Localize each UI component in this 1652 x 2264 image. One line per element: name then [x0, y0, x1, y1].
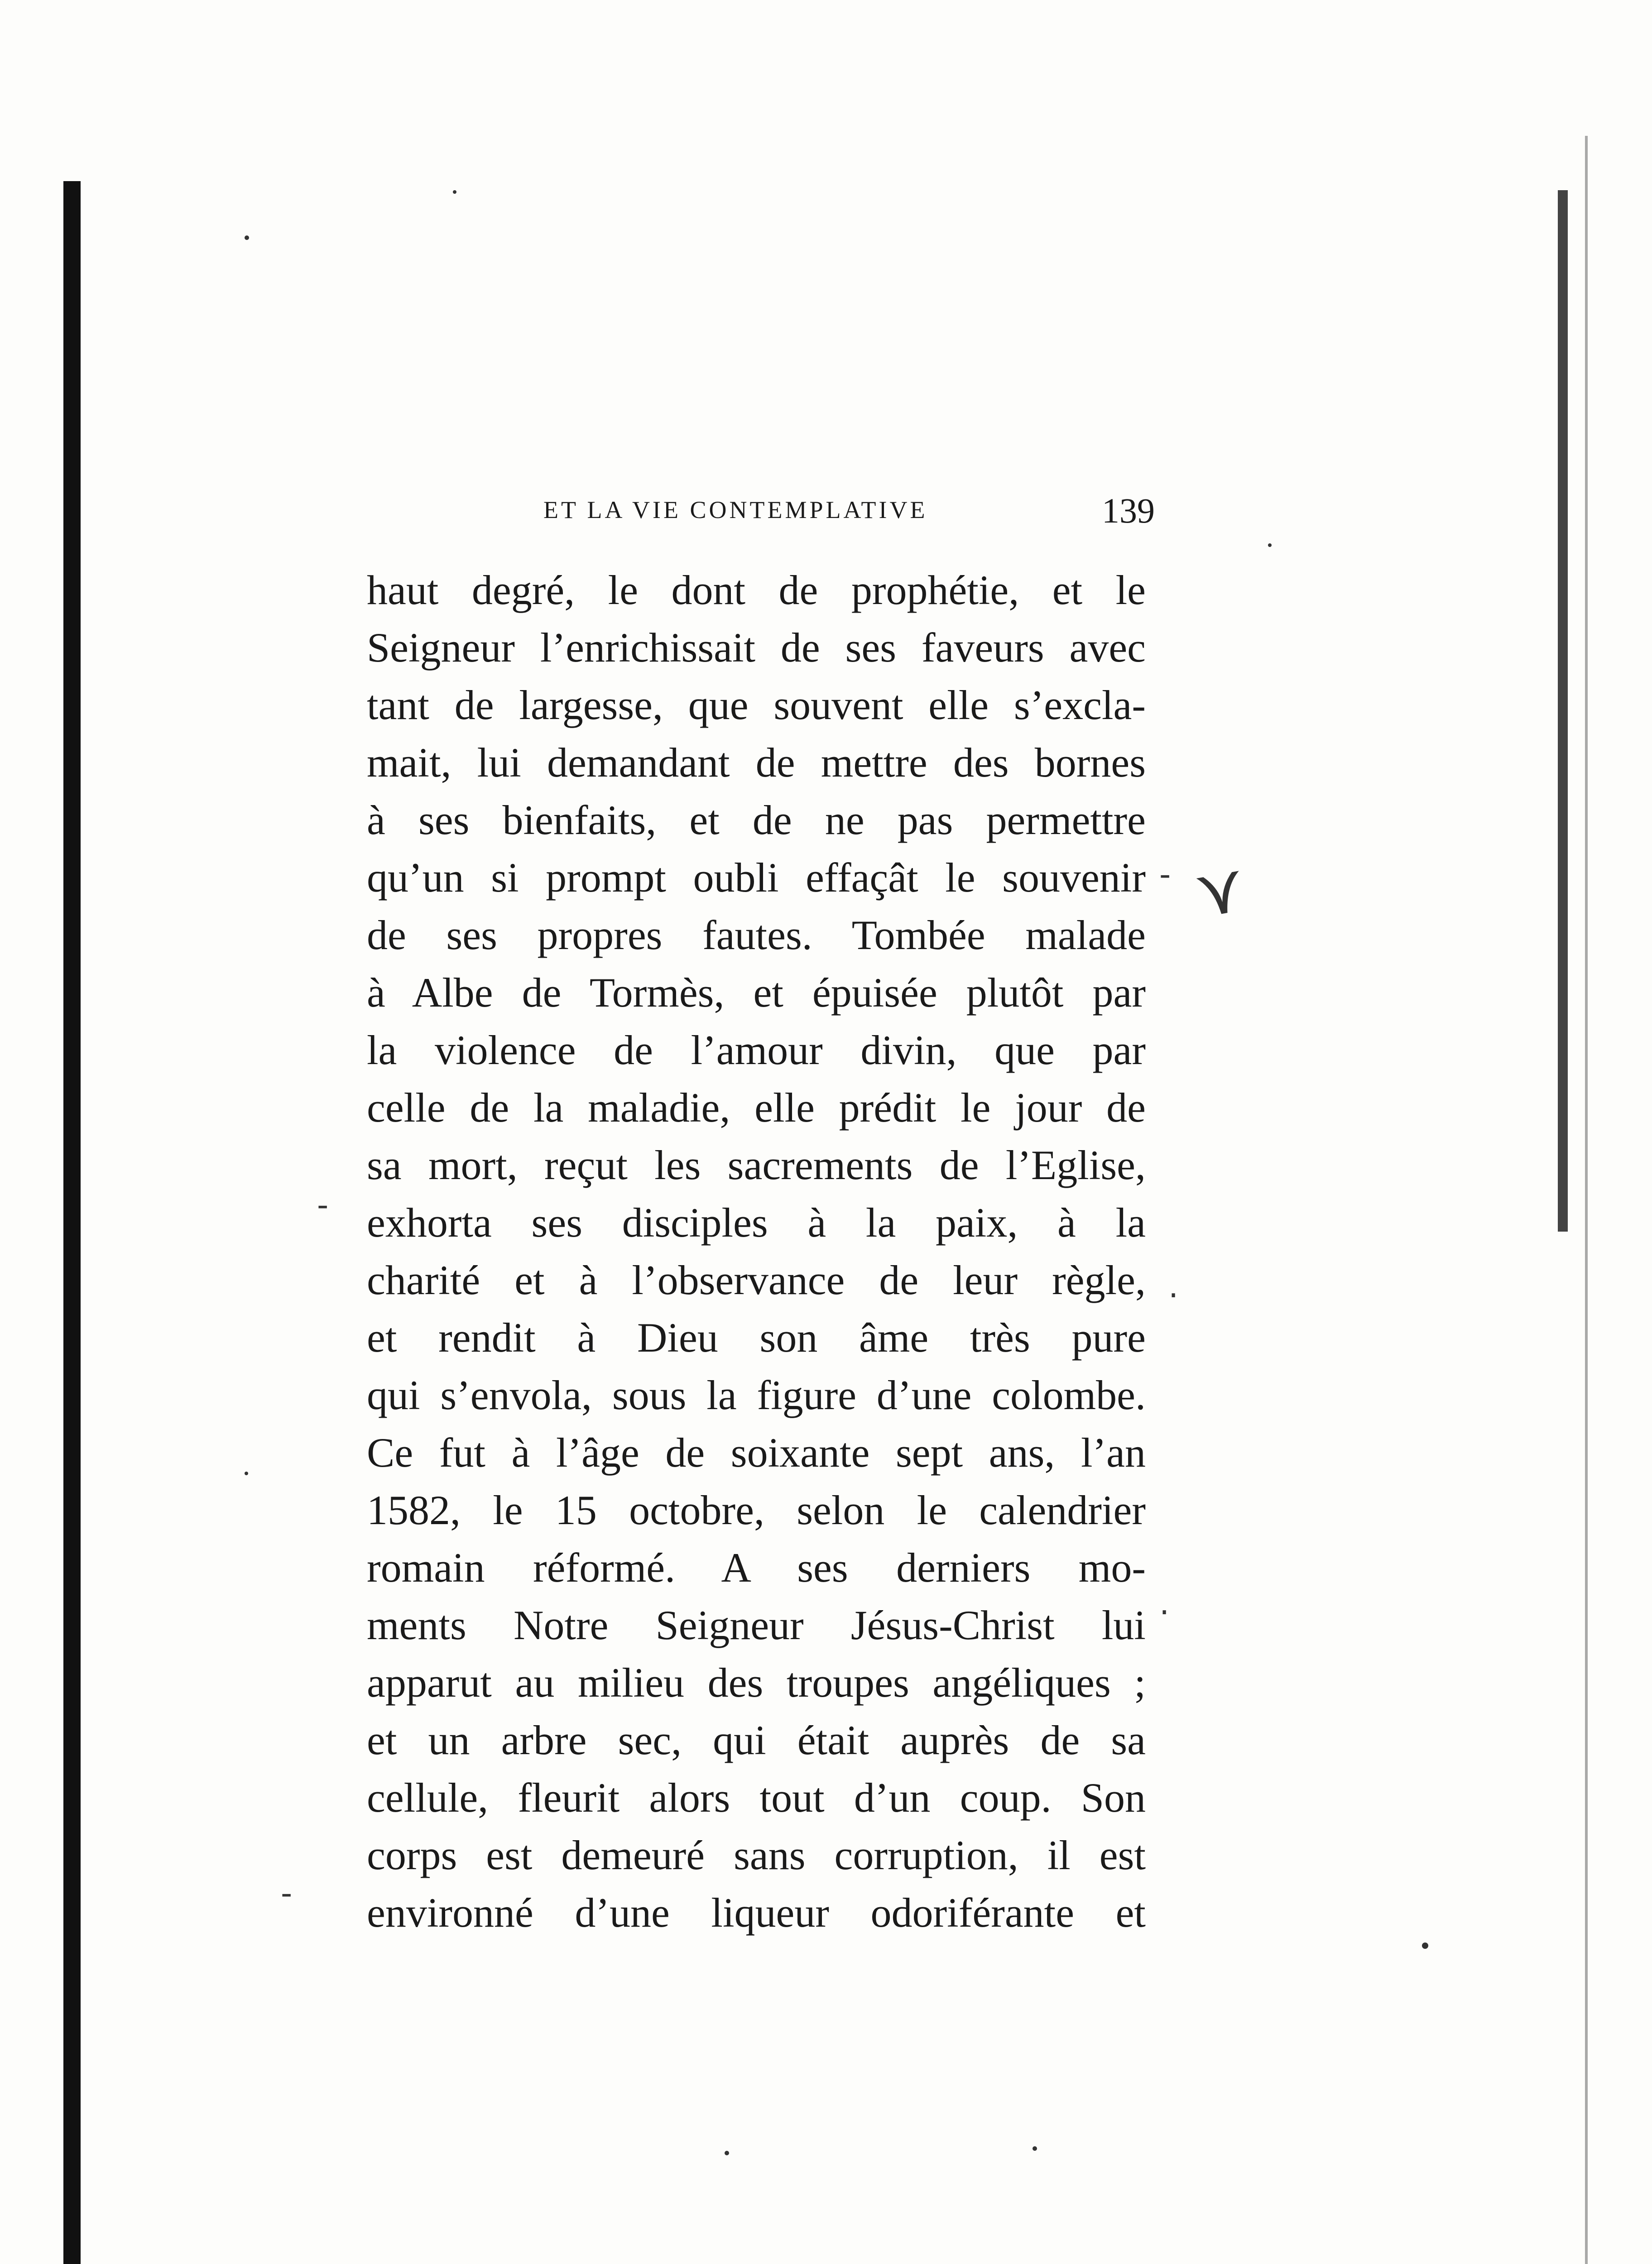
running-title: ET LA VIE CONTEMPLATIVE: [543, 496, 928, 523]
text-line: qui s’envola, sous la figure d’une colombe.: [367, 1372, 1146, 1418]
text-line: mait, lui demandant de mettre des bornes: [367, 739, 1146, 786]
text-line: apparut au milieu des troupes angéliques ;: [367, 1660, 1146, 1706]
text-line: environné d’une liqueur odoriférante et: [367, 1890, 1146, 1936]
text-line: exhorta ses disciples à la paix, à la: [367, 1199, 1146, 1246]
text-line: 1582, le 15 octobre, selon le calendrier: [367, 1487, 1146, 1533]
text-line: qu’un si prompt oubli effaçât le souvenir: [367, 854, 1146, 901]
text-line: de ses propres fautes. Tombée malade: [367, 912, 1146, 958]
scan-speck: [1422, 1943, 1428, 1949]
text-line: charité et à l’observance de leur règle,: [367, 1257, 1146, 1303]
text-line: à ses bienfaits, et de ne pas permettre: [367, 797, 1146, 843]
pencil-dash-icon: -: [1159, 856, 1171, 893]
text-line: à Albe de Tormès, et épuisée plutôt par: [367, 969, 1146, 1016]
scan-speck: [245, 235, 249, 240]
pencil-check-icon: ⋎: [1189, 847, 1252, 934]
text-line: la violence de l’amour divin, que par: [367, 1027, 1146, 1073]
pencil-dot-icon: ·: [1159, 1594, 1170, 1631]
text-line: tant de largesse, que souvent elle s’excla-: [367, 682, 1146, 728]
page-edge-right: [1558, 190, 1568, 1232]
pencil-dash-icon: -: [317, 1186, 329, 1223]
text-line: Ce fut à l’âge de soixante sept ans, l’an: [367, 1429, 1146, 1476]
pencil-dot-icon: ·: [1168, 1277, 1179, 1314]
text-line: sa mort, reçut les sacrements de l’Eglise,: [367, 1142, 1146, 1188]
pencil-dash-icon: -: [281, 1875, 293, 1912]
text-line: romain réformé. A ses derniers mo-: [367, 1545, 1146, 1591]
text-line: haut degré, le dont de prophétie, et le: [367, 567, 1146, 613]
text-line: et un arbre sec, qui était auprès de sa: [367, 1717, 1146, 1763]
scan-speck: [725, 2151, 729, 2155]
scan-speck: [1268, 543, 1272, 547]
text-line: ments Notre Seigneur Jésus-Christ lui: [367, 1602, 1146, 1648]
text-line: Seigneur l’enrichissait de ses faveurs avec: [367, 624, 1146, 671]
text-line: et rendit à Dieu son âme très pure: [367, 1314, 1146, 1361]
text-line: corps est demeuré sans corruption, il est: [367, 1832, 1146, 1878]
page-edge-right-thin: [1585, 136, 1588, 2264]
body-text: [367, 561, 1146, 1942]
scan-speck: [1032, 2146, 1037, 2151]
scan-speck: [453, 190, 456, 194]
text-line: cellule, fleurit alors tout d’un coup. Son: [367, 1775, 1146, 1821]
scan-speck: [245, 1472, 248, 1475]
text-line: celle de la maladie, elle prédit le jour de: [367, 1084, 1146, 1131]
page-number: 139: [1102, 491, 1155, 530]
running-head: [543, 491, 1155, 541]
page-edge-left: [63, 181, 81, 2264]
